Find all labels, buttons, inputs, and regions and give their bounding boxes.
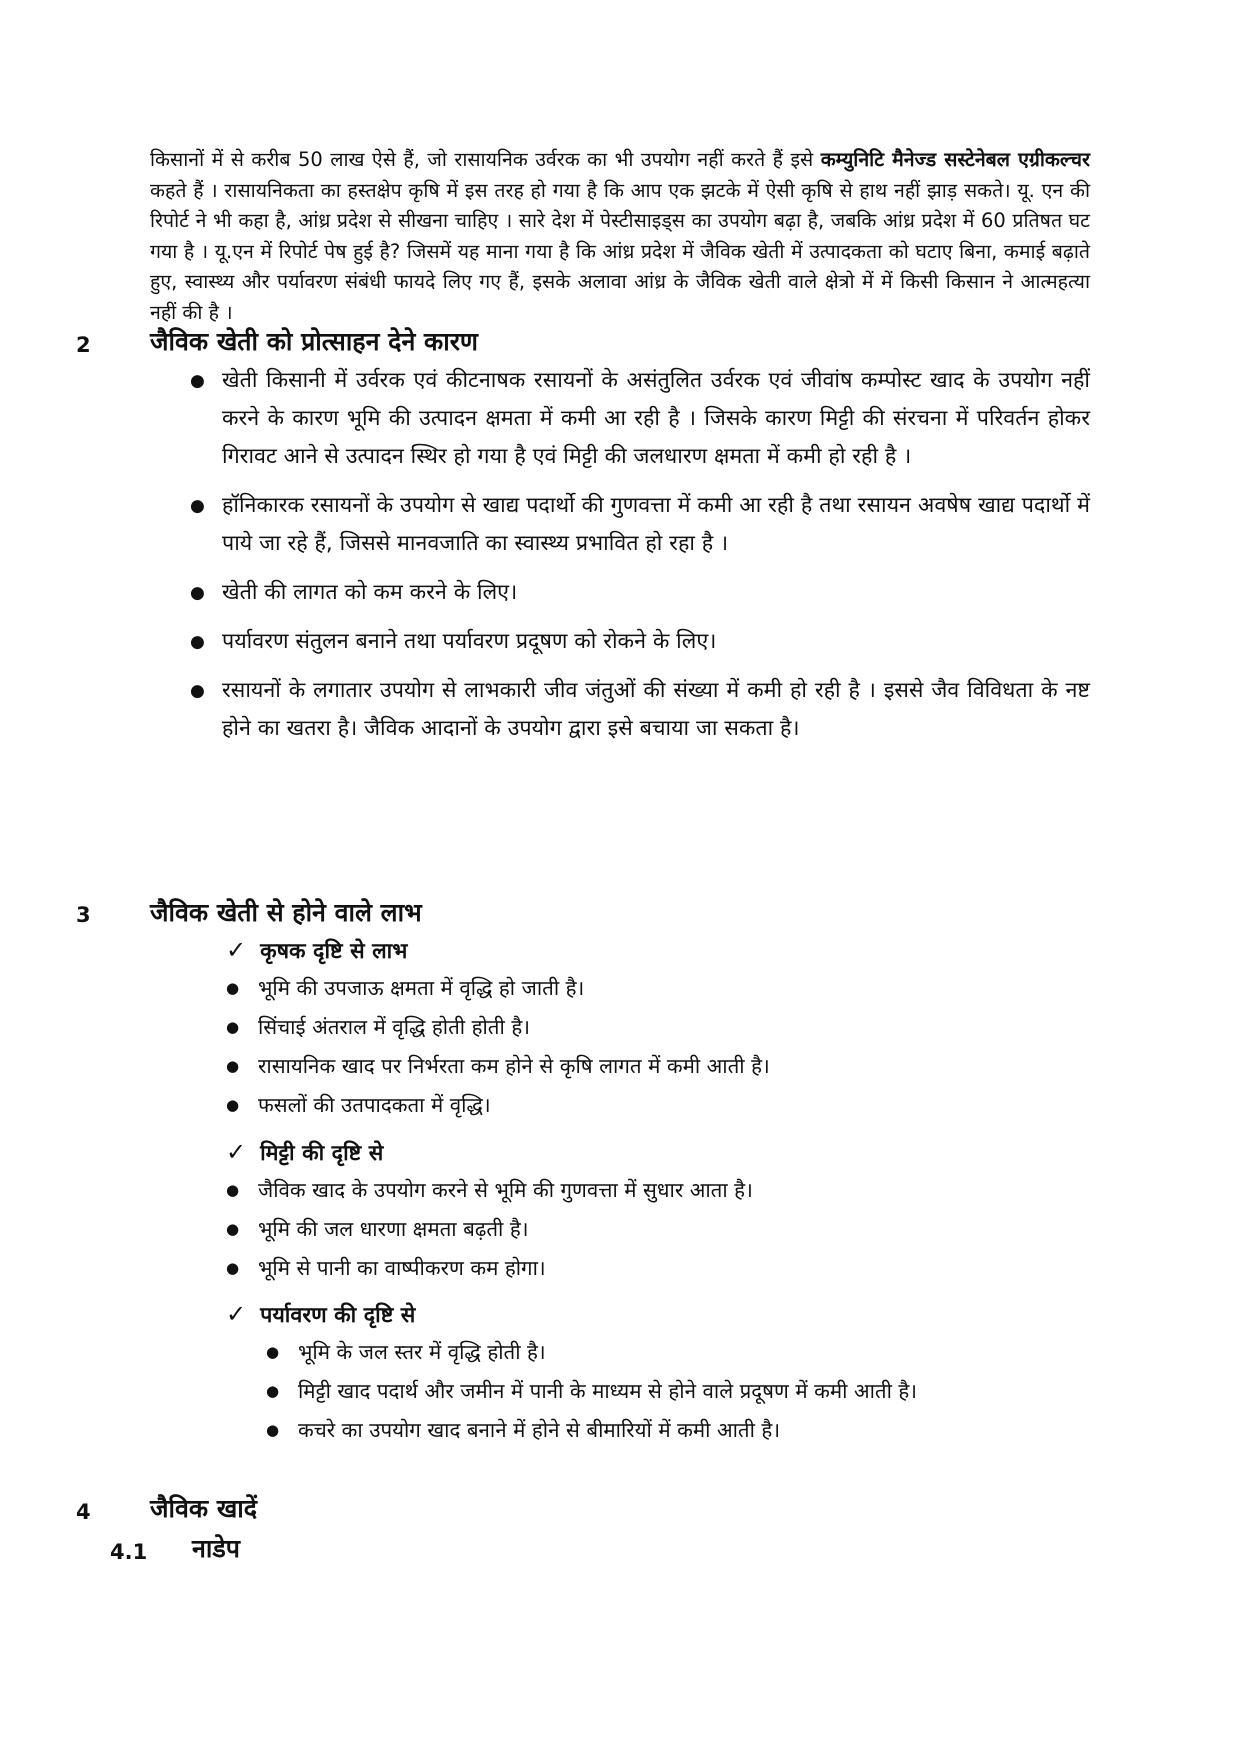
section-2-list: [190, 362, 1090, 759]
list-item: ● सिंचाई अंतराल में वृद्धि होती होती है।: [226, 1009, 1086, 1045]
subheading-soil-benefit: ✓ मिट्टी की दृष्टि से: [226, 1138, 384, 1166]
intro-paragraph: [150, 145, 1090, 328]
list-item: ● भूमि के जल स्तर में वृद्धि होती है।: [266, 1334, 1086, 1370]
environment-benefit-list: [266, 1334, 1086, 1451]
soil-benefit-list: [226, 1172, 1086, 1289]
checkmark-icon: ✓: [226, 1138, 247, 1166]
list-item: ● भूमि से पानी का वाष्पीकरण कम होगा।: [226, 1250, 1086, 1286]
list-item: ● मिट्टी खाद पदार्थ और जमीन में पानी के माध्यम से होने वाले प्रदूषण में कमी आती है।: [266, 1373, 1086, 1409]
list-item: ● भूमि की उपजाऊ क्षमता में वृद्धि हो जाती है।: [226, 970, 1086, 1006]
subheading-environment-benefit: ✓ पर्यावरण की दृष्टि से: [226, 1300, 416, 1328]
section-4-number: 4: [76, 1500, 91, 1524]
checkmark-icon: ✓: [226, 1300, 247, 1328]
list-item: ● जैविक खाद के उपयोग करने से भूमि की गुणवत्ता में सुधार आता है।: [226, 1172, 1086, 1208]
farmer-benefit-list: [226, 970, 1086, 1126]
list-item: ● खेती की लागत को कम करने के लिए।: [190, 574, 1090, 612]
list-item: ● खेती किसानी में उर्वरक एवं कीटनाषक रसायनों के असंतुलित उर्वरक एवं जीवांष कम्पोस्ट खाद के उपयोग नहीं करने के कारण भूमि की उत्पादन क्षमता में कमी आ रही है । जिसके कारण मिट्टी की संरचना में परिवर्तन होकर गिरावट आने से उत्पादन स्थिर हो गया है एवं मिट्टी की जलधारण क्षमता में कमी हो रही है ।: [190, 362, 1090, 476]
checkmark-icon: ✓: [226, 936, 247, 964]
section-2-title: जैविक खेती को प्रोत्साहन देने कारण: [150, 327, 478, 356]
list-item: ● हॉनिकारक रसायनों के उपयोग से खाद्य पदार्थो की गुणवत्ता में कमी आ रही है तथा रसायन अवषेष खाद्य पदार्थो में पाये जा रहे हैं, जिससे मानवजाति का स्वास्थ्य प्रभावित हो रहा है ।: [190, 487, 1090, 563]
section-4-title: जैविक खादें: [150, 1494, 258, 1523]
list-item: ● फसलों की उतपादकता में वृद्धि।: [226, 1087, 1086, 1123]
section-3-title: जैविक खेती से होने वाले लाभ: [150, 898, 422, 927]
list-item: ● कचरे का उपयोग खाद बनाने में होने से बीमारियों में कमी आती है।: [266, 1412, 1086, 1448]
list-item: ● पर्यावरण संतुलन बनाने तथा पर्यावरण प्रदूषण को रोकने के लिए।: [190, 623, 1090, 661]
list-item: ● रसायनों के लगातार उपयोग से लाभकारी जीव जंतुओं की संख्या में कमी हो रही है । इससे जैव विविधता के नष्ट होने का खतरा है। जैविक आदानों के उपयोग द्वारा इसे बचाया जा सकता है।: [190, 672, 1090, 748]
section-3-number: 3: [76, 903, 91, 927]
intro-text-before: किसानों में से करीब 50 लाख ऐसे हैं, जो रासायनिक उर्वरक का भी उपयोग नहीं करते हैं इसे: [150, 148, 821, 171]
section-4-1-number: 4.1: [110, 1540, 148, 1564]
list-item: ● रासायनिक खाद पर निर्भरता कम होने से कृषि लागत में कमी आती है।: [226, 1048, 1086, 1084]
subheading-farmer-benefit: ✓ कृषक दृष्टि से लाभ: [226, 936, 408, 964]
intro-text-after: कहते हैं । रासायनिकता का हस्तक्षेप कृषि में इस तरह हो गया है कि आप एक झटके में ऐसी कृषि से हाथ नहीं झाड़ सकते। यू. एन की रिपोर्ट ने भी कहा है, आंध्र प्रदेश से सीखना चाहिए । सारे देश में पेस्टीसाइड्स का उपयोग बढ़ा है, जबकि आंध्र प्रदेश में 60 प्रतिषत घट गया है । यू.एन में रिपोर्ट पेष हुई है? जिसमें यह माना गया है कि आंध्र प्रदेश में जैविक खेती में उत्पादकता को घटाए बिना, कमाई बढ़ाते हुए, स्वास्थ्य और पर्यावरण संबंधी फायदे लिए गए हैं, इसके अलावा आंध्र के जैविक खेती वाले क्षेत्रो में में किसी किसान ने आत्महत्या नहीं की है ।: [150, 178, 1090, 324]
section-4-1-title: नाडेप: [192, 1534, 240, 1563]
section-2-number: 2: [76, 333, 91, 357]
list-item: ● भूमि की जल धारणा क्षमता बढ़ती है।: [226, 1211, 1086, 1247]
intro-bold-term: कम्युनिटि मैनेज्ड सस्टेनेबल एग्रीकल्चर: [820, 148, 1090, 171]
